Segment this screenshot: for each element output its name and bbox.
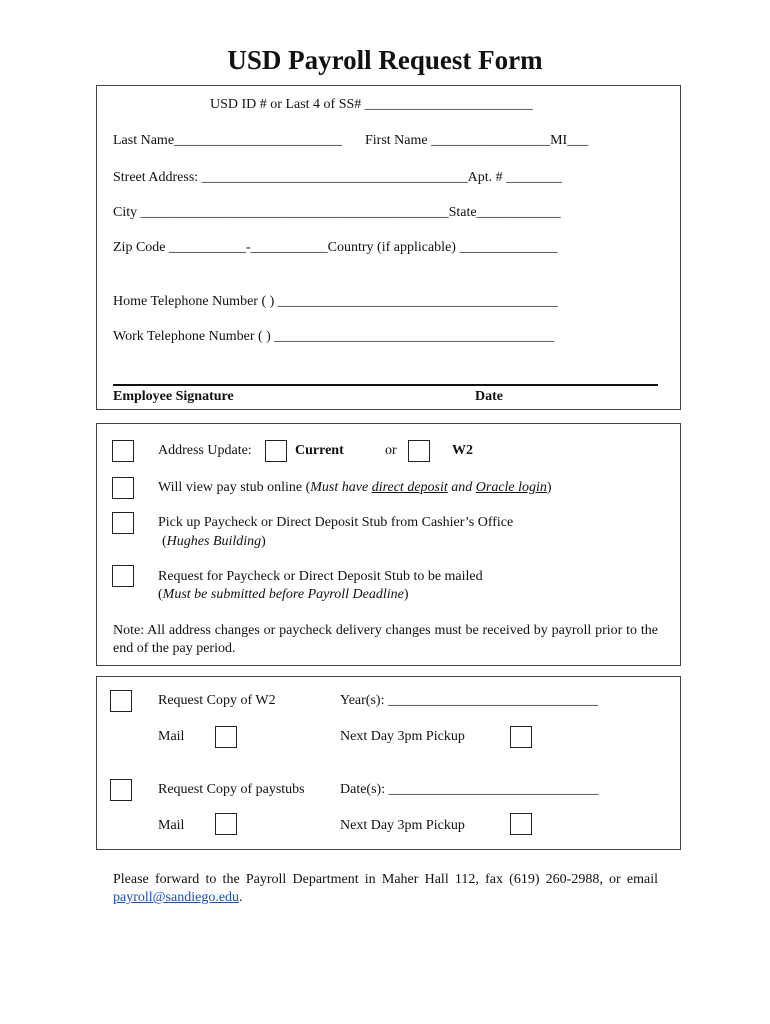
current-checkbox[interactable] (265, 440, 287, 462)
paystub-copy-checkbox[interactable] (110, 779, 132, 801)
mail-stub-label: Request for Paycheck or Direct Deposit Stub to be mailed (158, 569, 483, 584)
and-text: and (447, 480, 476, 495)
address-update-checkbox[interactable] (112, 440, 134, 462)
w2-copy-checkbox[interactable] (110, 690, 132, 712)
w2-mail-label: Mail (158, 729, 185, 744)
direct-deposit-text: direct deposit (371, 480, 448, 495)
current-label: Current (295, 443, 344, 458)
deadline-text: Must be submitted before Payroll Deadline (162, 587, 404, 602)
email-link[interactable]: payroll@sandiego.edu (113, 890, 240, 905)
pickup-location: (Hughes Building) (162, 534, 266, 549)
footer-instructions (113, 871, 658, 907)
pickup-checkbox[interactable] (112, 512, 134, 534)
close-paren-text: ) (546, 480, 552, 495)
last-name-field[interactable]: Last Name________________________ (113, 133, 343, 148)
work-phone-field[interactable]: Work Telephone Number ( ) ________________________________________ (113, 329, 555, 344)
w2-label: W2 (452, 443, 473, 458)
view-online-text: Will view pay stub online ( (158, 480, 311, 495)
delivery-note: Note: All address changes or paycheck delivery changes must be received by payroll prior to the end of the pay period. (113, 623, 658, 656)
w2-copy-label: Request Copy of W2 (158, 693, 276, 708)
oracle-login-text: Oracle login (475, 480, 547, 495)
or-label: or (385, 443, 397, 458)
view-online-label (158, 480, 552, 496)
dates-field[interactable]: Date(s): ______________________________ (340, 782, 599, 797)
first-name-field[interactable]: First Name _________________MI___ (365, 133, 589, 148)
paystub-mail-label: Mail (158, 818, 185, 833)
footer-end: . (239, 890, 243, 905)
employee-signature-label: Employee Signature (113, 389, 234, 404)
paystub-copy-label: Request Copy of paystubs (158, 782, 305, 797)
w2-pickup-label: Next Day 3pm Pickup (340, 729, 465, 744)
paystub-pickup-checkbox[interactable] (510, 813, 532, 835)
w2-checkbox[interactable] (408, 440, 430, 462)
home-phone-field[interactable]: Home Telephone Number ( ) ________________________________________ (113, 294, 558, 309)
years-field[interactable]: Year(s): ______________________________ (340, 693, 598, 708)
paystub-pickup-label: Next Day 3pm Pickup (340, 818, 465, 833)
hughes-building-text: Hughes Building (166, 534, 262, 549)
view-online-checkbox[interactable] (112, 477, 134, 499)
paystub-mail-checkbox[interactable] (215, 813, 237, 835)
page-title: USD Payroll Request Form (227, 45, 543, 75)
must-have-text: Must have (310, 480, 372, 495)
signature-line[interactable] (113, 384, 658, 386)
footer-text: Please forward to the Payroll Department in Maher Hall 112, fax (619) 260-2988, or email (113, 872, 658, 887)
date-label: Date (475, 389, 503, 404)
w2-mail-checkbox[interactable] (215, 726, 237, 748)
pickup-label: Pick up Paycheck or Direct Deposit Stub from Cashier’s Office (158, 515, 514, 530)
address-update-label: Address Update: (158, 443, 252, 458)
zip-country-field[interactable]: Zip Code ___________-___________Country (if applicable) ______________ (113, 240, 558, 255)
street-address-field[interactable]: Street Address: ______________________________________Apt. # ________ (113, 170, 563, 185)
mail-stub-note: (Must be submitted before Payroll Deadline) (158, 587, 409, 602)
w2-pickup-checkbox[interactable] (510, 726, 532, 748)
city-state-field[interactable]: City ____________________________________________State____________ (113, 205, 561, 220)
usd-id-field[interactable]: USD ID # or Last 4 of SS# ________________________ (210, 97, 533, 112)
mail-stub-checkbox[interactable] (112, 565, 134, 587)
